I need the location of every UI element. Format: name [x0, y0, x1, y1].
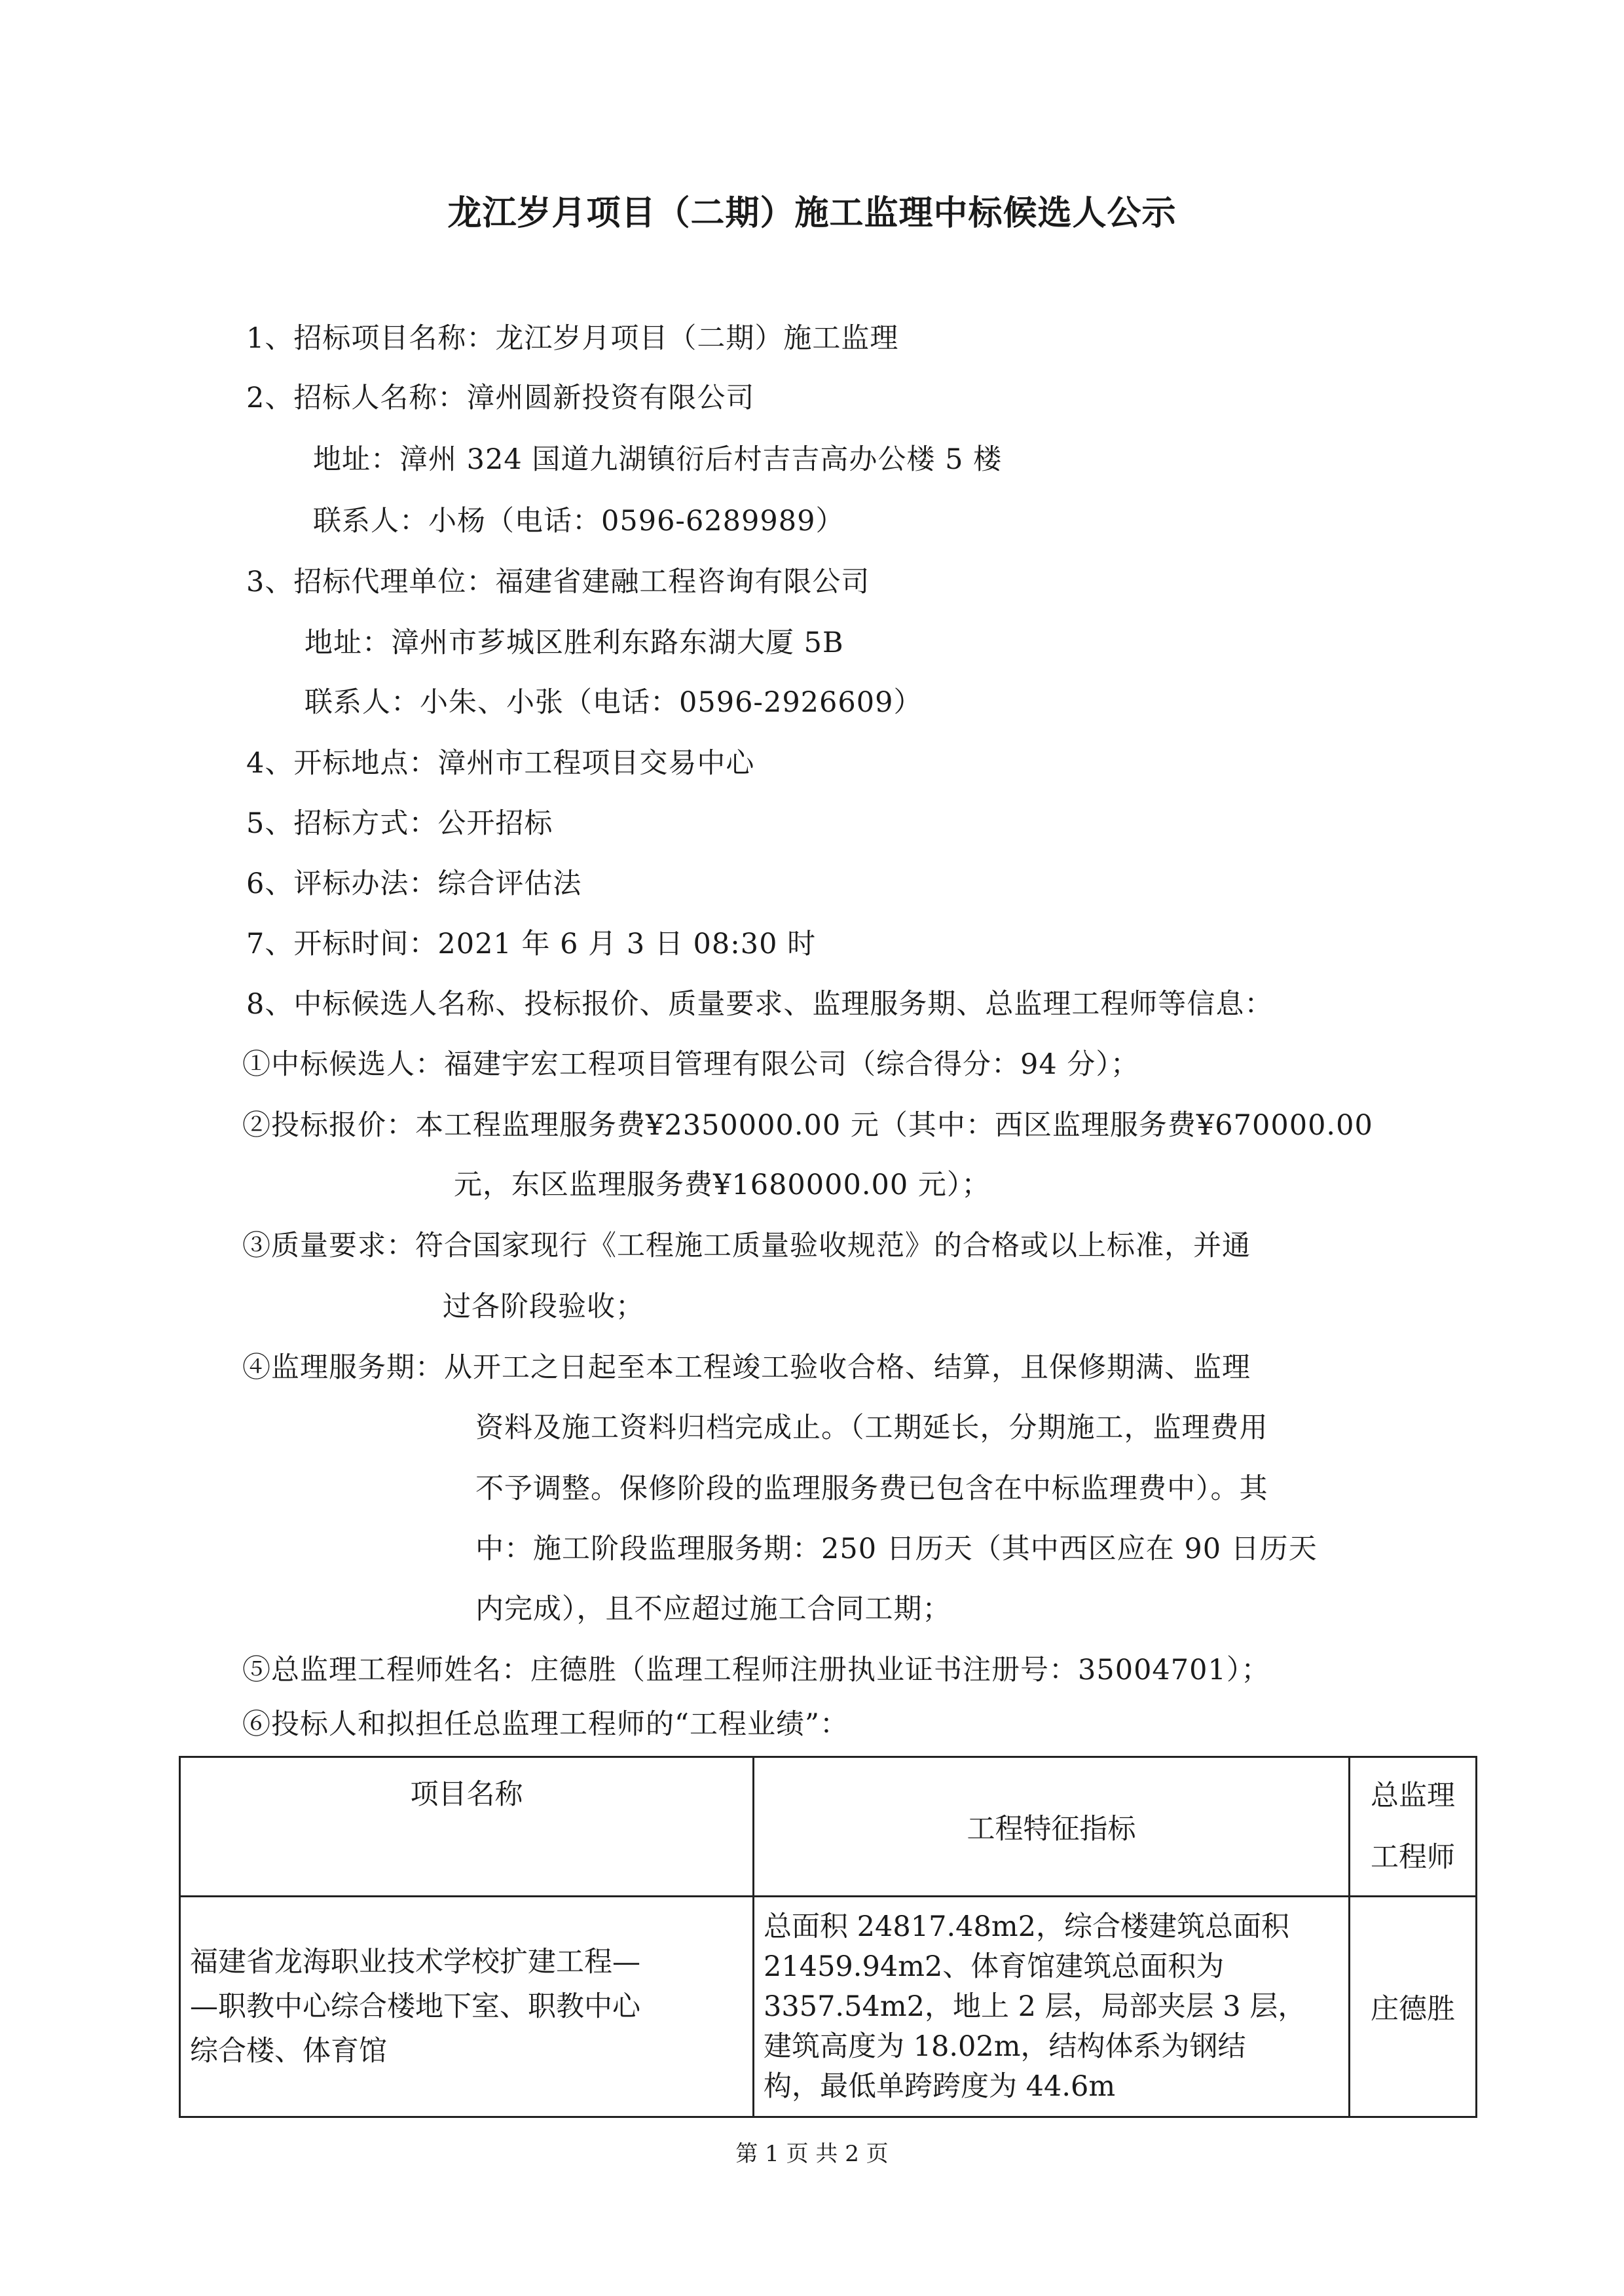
- header-chief-engineer: [1350, 1757, 1477, 1897]
- chief-engineer: ⑤总监理工程师姓名：庄德胜（监理工程师注册执业证书注册号：35004701）；: [242, 1654, 1270, 1686]
- performance-heading: ⑥投标人和拟担任总监理工程师的“工程业绩”：: [242, 1708, 849, 1741]
- item-tenderer-name: 2、招标人名称：漳州圆新投资有限公司: [246, 382, 755, 414]
- item-opening-place: 4、开标地点：漳州市工程项目交易中心: [246, 747, 755, 780]
- tenderer-address: 地址：漳州 324 国道九湖镇衍后村吉吉高办公楼 5 楼: [313, 443, 1003, 476]
- quality-requirement-cont: 过各阶段验收；: [443, 1290, 644, 1323]
- bid-price: ②投标报价：本工程监理服务费¥2350000.00 元（其中：西区监理服务费¥670000.00: [242, 1109, 1373, 1142]
- cell-project-name: [180, 1897, 754, 2117]
- header-feature: 工程特征指标: [754, 1757, 1350, 1897]
- item-evaluation-method: 6、评标办法：综合评估法: [246, 867, 582, 900]
- feature-line-3: 3357.54m2，地上 2 层，局部夹层 3 层，: [764, 1990, 1306, 2023]
- header-engineer-line-2: 工程师: [1371, 1841, 1455, 1874]
- service-period-cont-4: 内完成），且不应超过施工合同工期；: [475, 1593, 951, 1626]
- project-name-line-2: —职教中心综合楼地下室、职教中心: [190, 1990, 640, 2023]
- item-project-name: 1、招标项目名称：龙江岁月项目（二期）施工监理: [246, 322, 899, 355]
- service-period-cont-2: 不予调整。保修阶段的监理服务费已包含在中标监理费中）。其: [475, 1472, 1268, 1505]
- document-title: 龙江岁月项目（二期）施工监理中标候选人公示: [447, 194, 1177, 233]
- header-engineer-line-1: 总监理: [1371, 1779, 1455, 1812]
- candidate-name: ①中标候选人：福建宇宏工程项目管理有限公司（综合得分：94 分）；: [242, 1048, 1139, 1081]
- feature-line-1: 总面积 24817.48m2，综合楼建筑总面积: [764, 1910, 1289, 1943]
- project-name-line-1: 福建省龙海职业技术学校扩建工程—: [190, 1946, 640, 1978]
- cell-feature: [754, 1897, 1350, 2117]
- agency-address: 地址：漳州市芗城区胜利东路东湖大厦 5B: [304, 627, 844, 659]
- feature-line-4: 建筑高度为 18.02m，结构体系为钢结: [764, 2030, 1246, 2063]
- item-candidate-info: 8、中标候选人名称、投标报价、质量要求、监理服务期、总监理工程师等信息：: [246, 988, 1274, 1021]
- table-row: [180, 1897, 1477, 2117]
- cell-chief-engineer: 庄德胜: [1350, 1897, 1477, 2117]
- item-agency-name: 3、招标代理单位：福建省建融工程咨询有限公司: [246, 566, 870, 598]
- service-period: ④监理服务期：从开工之日起至本工程竣工验收合格、结算，且保修期满、监理: [242, 1351, 1251, 1384]
- page-footer: 第 1 页 共 2 页: [735, 2141, 889, 2167]
- project-name-line-3: 综合楼、体育馆: [190, 2035, 387, 2068]
- performance-table: [179, 1756, 1477, 2118]
- item-tender-method: 5、招标方式：公开招标: [246, 807, 553, 840]
- service-period-cont-3: 中：施工阶段监理服务期：250 日历天（其中西区应在 90 日历天: [475, 1533, 1318, 1565]
- header-project-name: 项目名称: [180, 1757, 754, 1897]
- tenderer-contact: 联系人：小杨（电话：0596-6289989）: [313, 505, 845, 538]
- service-period-cont-1: 资料及施工资料归档完成止。（工期延长，分期施工，监理费用: [475, 1412, 1268, 1444]
- table-header-row: [180, 1757, 1477, 1897]
- item-opening-time: 7、开标时间：2021 年 6 月 3 日 08:30 时: [246, 928, 817, 960]
- agency-contact: 联系人：小朱、小张（电话：0596-2926609）: [304, 686, 923, 719]
- bid-price-cont: 元，东区监理服务费¥1680000.00 元）；: [454, 1169, 991, 1201]
- quality-requirement: ③质量要求：符合国家现行《工程施工质量验收规范》的合格或以上标准，并通: [242, 1230, 1251, 1262]
- feature-line-2: 21459.94m2、体育馆建筑总面积为: [764, 1950, 1225, 1983]
- feature-line-5: 构，最低单跨跨度为 44.6m: [764, 2069, 1116, 2103]
